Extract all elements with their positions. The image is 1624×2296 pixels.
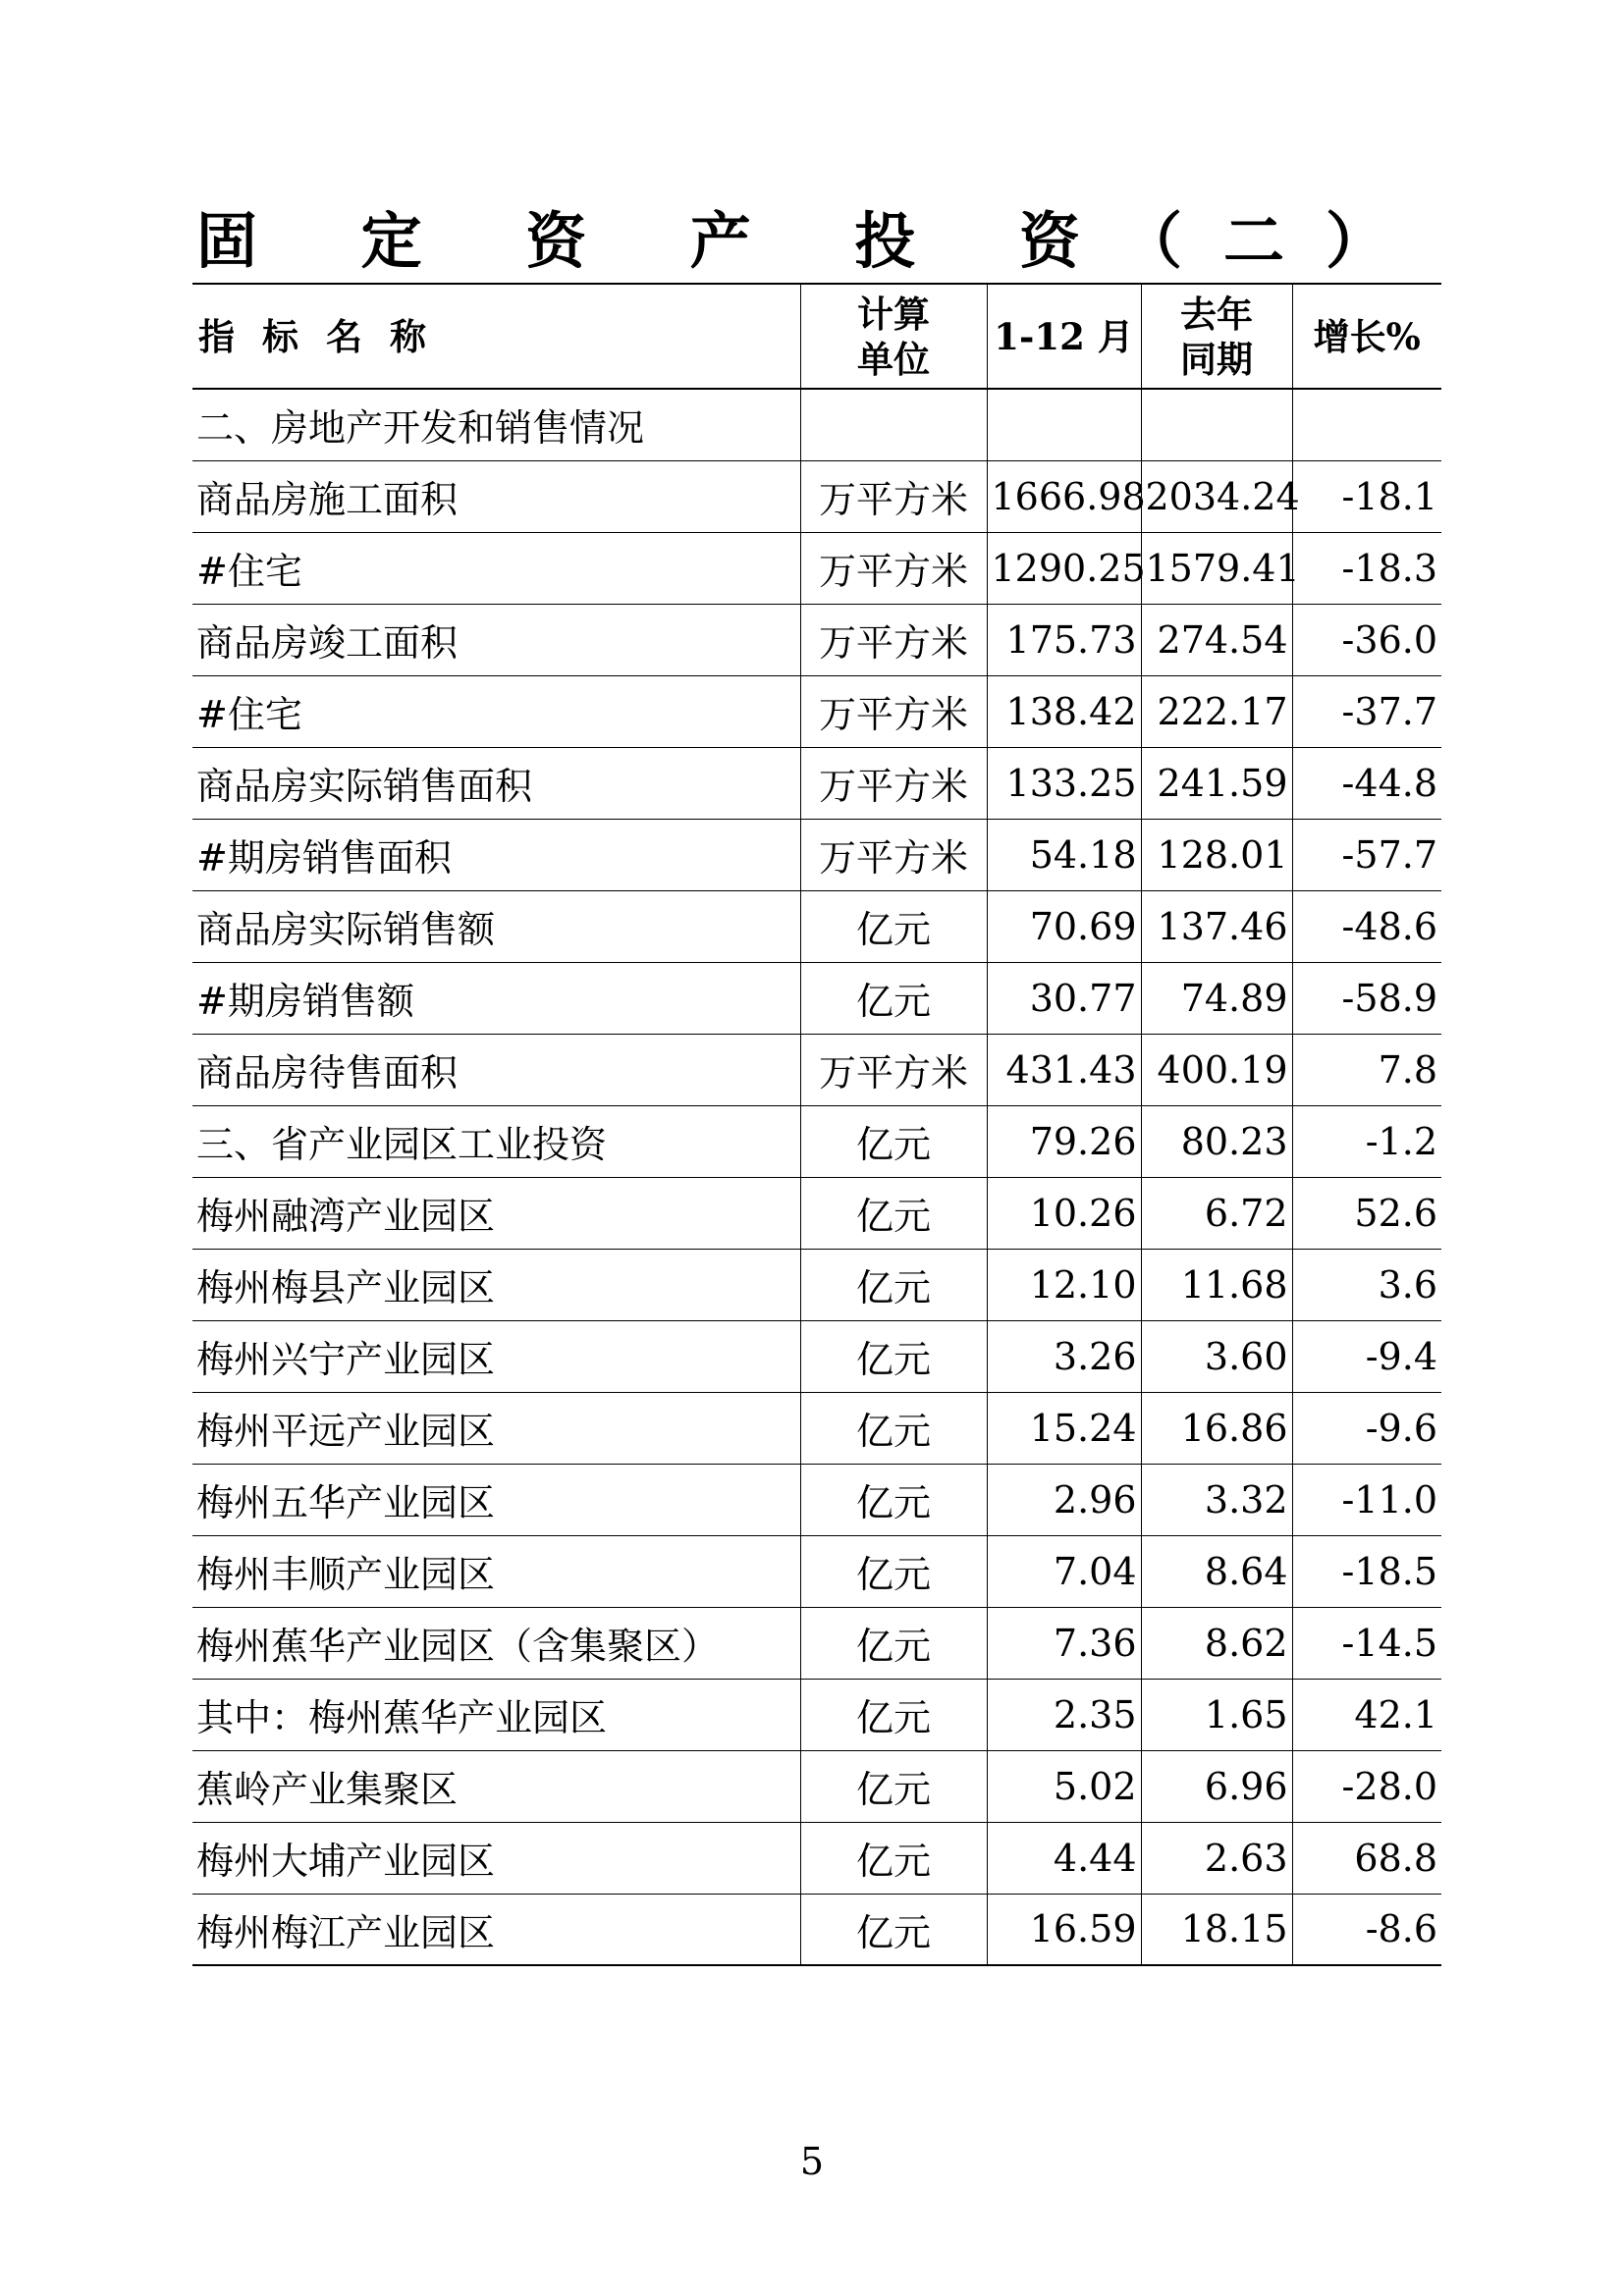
unit-cell: 亿元 <box>800 1105 987 1177</box>
unit-cell: 亿元 <box>800 962 987 1034</box>
unit-cell: 万平方米 <box>800 460 987 532</box>
current-value: 138.42 <box>987 675 1141 747</box>
indicator-name: 梅州梅县产业园区 <box>192 1249 800 1320</box>
growth-value: -58.9 <box>1292 962 1441 1034</box>
unit-cell: 亿元 <box>800 1177 987 1249</box>
current-value: 30.77 <box>987 962 1141 1034</box>
previous-value: 3.32 <box>1141 1464 1292 1535</box>
table-row <box>192 675 1441 747</box>
previous-value: 6.72 <box>1141 1177 1292 1249</box>
table-row <box>192 1320 1441 1392</box>
table-row <box>192 1750 1441 1822</box>
growth-value: -48.6 <box>1292 890 1441 962</box>
previous-value: 16.86 <box>1141 1392 1292 1464</box>
indicator-name: 三、省产业园区工业投资 <box>192 1105 800 1177</box>
table-row <box>192 460 1441 532</box>
growth-value: 3.6 <box>1292 1249 1441 1320</box>
growth-value: -8.6 <box>1292 1894 1441 1965</box>
previous-value: 241.59 <box>1141 747 1292 819</box>
current-value: 431.43 <box>987 1034 1141 1105</box>
current-value: 133.25 <box>987 747 1141 819</box>
current-value: 5.02 <box>987 1750 1141 1822</box>
unit-cell: 万平方米 <box>800 747 987 819</box>
unit-cell: 亿元 <box>800 1679 987 1750</box>
current-value: 1666.98 <box>987 460 1141 532</box>
header-previous-period <box>1141 284 1292 389</box>
previous-value: 137.46 <box>1141 890 1292 962</box>
unit-cell: 万平方米 <box>800 819 987 890</box>
previous-value: 128.01 <box>1141 819 1292 890</box>
table-row <box>192 532 1441 604</box>
table-row <box>192 1535 1441 1607</box>
table-row <box>192 604 1441 675</box>
current-value <box>987 389 1141 460</box>
previous-value: 1.65 <box>1141 1679 1292 1750</box>
growth-value: -9.6 <box>1292 1392 1441 1464</box>
table-row <box>192 962 1441 1034</box>
unit-cell: 亿元 <box>800 890 987 962</box>
indicator-name: 商品房施工面积 <box>192 460 800 532</box>
growth-value: -18.3 <box>1292 532 1441 604</box>
indicator-name: #期房销售额 <box>192 962 800 1034</box>
unit-cell: 亿元 <box>800 1464 987 1535</box>
table-row <box>192 890 1441 962</box>
indicator-name: 梅州兴宁产业园区 <box>192 1320 800 1392</box>
indicator-name: 梅州大埔产业园区 <box>192 1822 800 1894</box>
unit-cell: 万平方米 <box>800 675 987 747</box>
page-number: 5 <box>799 2140 825 2183</box>
indicator-name: 商品房待售面积 <box>192 1034 800 1105</box>
previous-value: 8.64 <box>1141 1535 1292 1607</box>
table-row <box>192 1392 1441 1464</box>
previous-value: 3.60 <box>1141 1320 1292 1392</box>
table-row <box>192 1894 1441 1965</box>
current-value: 3.26 <box>987 1320 1141 1392</box>
growth-value: -37.7 <box>1292 675 1441 747</box>
growth-value: -11.0 <box>1292 1464 1441 1535</box>
unit-cell: 亿元 <box>800 1320 987 1392</box>
page-title: 固 定 资 产 投 资（二） <box>196 205 1428 277</box>
previous-value: 80.23 <box>1141 1105 1292 1177</box>
table-row <box>192 389 1441 460</box>
current-value: 2.96 <box>987 1464 1141 1535</box>
unit-cell: 亿元 <box>800 1607 987 1679</box>
indicator-name: 梅州梅江产业园区 <box>192 1894 800 1965</box>
table-row <box>192 1249 1441 1320</box>
unit-cell: 亿元 <box>800 1535 987 1607</box>
indicator-name: 商品房实际销售面积 <box>192 747 800 819</box>
unit-cell: 亿元 <box>800 1894 987 1965</box>
unit-cell: 万平方米 <box>800 1034 987 1105</box>
table-row <box>192 1679 1441 1750</box>
indicator-name: 二、房地产开发和销售情况 <box>192 389 800 460</box>
current-value: 175.73 <box>987 604 1141 675</box>
table-header-row <box>192 284 1441 389</box>
current-value: 10.26 <box>987 1177 1141 1249</box>
unit-cell: 万平方米 <box>800 604 987 675</box>
indicator-name: 梅州丰顺产业园区 <box>192 1535 800 1607</box>
current-value: 54.18 <box>987 819 1141 890</box>
growth-value: -28.0 <box>1292 1750 1441 1822</box>
current-value: 4.44 <box>987 1822 1141 1894</box>
growth-value: 7.8 <box>1292 1034 1441 1105</box>
unit-cell: 亿元 <box>800 1392 987 1464</box>
growth-value: -18.1 <box>1292 460 1441 532</box>
header-growth: 增长% <box>1292 284 1441 389</box>
indicator-name: 梅州蕉华产业园区（含集聚区） <box>192 1607 800 1679</box>
growth-value: 42.1 <box>1292 1679 1441 1750</box>
growth-value: -9.4 <box>1292 1320 1441 1392</box>
current-value: 70.69 <box>987 890 1141 962</box>
indicator-name: #住宅 <box>192 532 800 604</box>
header-unit <box>800 284 987 389</box>
indicator-name: 梅州平远产业园区 <box>192 1392 800 1464</box>
previous-value: 2.63 <box>1141 1822 1292 1894</box>
header-unit-text: 计算 单位 <box>857 292 930 381</box>
previous-value: 18.15 <box>1141 1894 1292 1965</box>
previous-value: 400.19 <box>1141 1034 1292 1105</box>
current-value: 7.04 <box>987 1535 1141 1607</box>
header-current-period: 1-12 月 <box>987 284 1141 389</box>
current-value: 15.24 <box>987 1392 1141 1464</box>
growth-value: -14.5 <box>1292 1607 1441 1679</box>
header-indicator-name: 指标名称 <box>192 284 800 389</box>
growth-value: -1.2 <box>1292 1105 1441 1177</box>
table-row <box>192 747 1441 819</box>
header-previous-text: 去年 同期 <box>1180 292 1253 381</box>
growth-value: -18.5 <box>1292 1535 1441 1607</box>
indicator-name: 商品房实际销售额 <box>192 890 800 962</box>
growth-value <box>1292 389 1441 460</box>
previous-value: 274.54 <box>1141 604 1292 675</box>
current-value: 1290.25 <box>987 532 1141 604</box>
growth-value: -44.8 <box>1292 747 1441 819</box>
indicator-name: 其中：梅州蕉华产业园区 <box>192 1679 800 1750</box>
table-row <box>192 1822 1441 1894</box>
table-row <box>192 1105 1441 1177</box>
previous-value <box>1141 389 1292 460</box>
indicator-name: 商品房竣工面积 <box>192 604 800 675</box>
table-row <box>192 1034 1441 1105</box>
current-value: 12.10 <box>987 1249 1141 1320</box>
previous-value: 222.17 <box>1141 675 1292 747</box>
previous-value: 6.96 <box>1141 1750 1292 1822</box>
unit-cell: 亿元 <box>800 1249 987 1320</box>
indicator-name: 蕉岭产业集聚区 <box>192 1750 800 1822</box>
indicator-name: #期房销售面积 <box>192 819 800 890</box>
previous-value: 74.89 <box>1141 962 1292 1034</box>
table-row <box>192 1177 1441 1249</box>
current-value: 7.36 <box>987 1607 1141 1679</box>
growth-value: -36.0 <box>1292 604 1441 675</box>
current-value: 79.26 <box>987 1105 1141 1177</box>
investment-table <box>192 283 1441 1966</box>
previous-value: 11.68 <box>1141 1249 1292 1320</box>
indicator-name: 梅州五华产业园区 <box>192 1464 800 1535</box>
growth-value: -57.7 <box>1292 819 1441 890</box>
previous-value: 8.62 <box>1141 1607 1292 1679</box>
table-row <box>192 1464 1441 1535</box>
unit-cell: 亿元 <box>800 1750 987 1822</box>
table-row <box>192 1607 1441 1679</box>
unit-cell: 亿元 <box>800 1822 987 1894</box>
table-row <box>192 819 1441 890</box>
previous-value: 2034.24 <box>1141 460 1292 532</box>
growth-value: 52.6 <box>1292 1177 1441 1249</box>
indicator-name: #住宅 <box>192 675 800 747</box>
current-value: 16.59 <box>987 1894 1141 1965</box>
unit-cell <box>800 389 987 460</box>
previous-value: 1579.41 <box>1141 532 1292 604</box>
current-value: 2.35 <box>987 1679 1141 1750</box>
indicator-name: 梅州融湾产业园区 <box>192 1177 800 1249</box>
unit-cell: 万平方米 <box>800 532 987 604</box>
growth-value: 68.8 <box>1292 1822 1441 1894</box>
